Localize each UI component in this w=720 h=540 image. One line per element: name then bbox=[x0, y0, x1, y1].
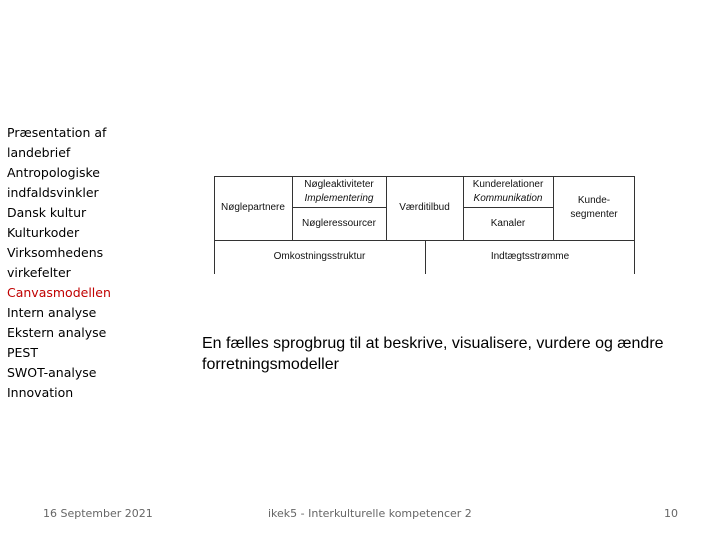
topic-item[interactable] bbox=[7, 203, 122, 223]
topic-item[interactable] bbox=[7, 323, 122, 343]
customer-segments-label: segmenter bbox=[570, 209, 618, 220]
slide-caption: En fælles sprogbrug til at beskrive, visualisere, vurdere og ændre forretningsmodeller bbox=[202, 335, 664, 373]
topic-line: Dansk kultur bbox=[7, 205, 87, 220]
page-number: 10 bbox=[664, 507, 678, 520]
topic-item[interactable] bbox=[7, 223, 122, 243]
key-activities-label: Nøgleaktiviteter bbox=[304, 179, 374, 190]
key-resources-label: Nøgleressourcer bbox=[302, 218, 376, 229]
topic-line: SWOT-analyse bbox=[7, 365, 97, 380]
footer-date: 16 September 2021 bbox=[43, 507, 153, 520]
key-partners-label: Nøglepartnere bbox=[221, 202, 285, 213]
revenue-streams-label: Indtægtsstrømme bbox=[490, 251, 570, 262]
kommunikation-label: Kommunikation bbox=[473, 193, 543, 204]
topic-item[interactable] bbox=[7, 243, 122, 283]
value-proposition-label: Værditilbud bbox=[399, 202, 450, 213]
topic-line: virkefelter bbox=[7, 265, 71, 280]
implementering-label: Implementering bbox=[304, 193, 374, 204]
topic-line: Antropologiske bbox=[7, 165, 100, 180]
topic-list bbox=[7, 123, 122, 403]
topic-line: Innovation bbox=[7, 385, 74, 400]
topic-item[interactable] bbox=[7, 303, 122, 323]
topic-line: Virksomhedens bbox=[7, 245, 104, 260]
topic-item[interactable] bbox=[7, 163, 122, 203]
footer-title: ikek5 - Interkulturelle kompetencer 2 bbox=[268, 507, 472, 520]
topic-item[interactable] bbox=[7, 383, 122, 403]
channels-label: Kanaler bbox=[490, 218, 526, 229]
topic-line: Intern analyse bbox=[7, 305, 97, 320]
topic-line: Kulturkoder bbox=[7, 225, 80, 240]
topic-line: PEST bbox=[7, 345, 39, 360]
topic-line: indfaldsvinkler bbox=[7, 185, 99, 200]
topic-item[interactable] bbox=[7, 343, 122, 363]
grid-line bbox=[292, 207, 386, 208]
topic-line: Præsentation af bbox=[7, 125, 107, 140]
topic-item[interactable] bbox=[7, 123, 122, 163]
grid-line bbox=[214, 176, 635, 177]
grid-line bbox=[553, 176, 554, 240]
topic-item[interactable] bbox=[7, 363, 122, 383]
customer-segments-label: Kunde- bbox=[577, 195, 611, 206]
cost-structure-label: Omkostningsstruktur bbox=[273, 251, 366, 262]
grid-line bbox=[463, 207, 553, 208]
customer-relations-label: Kunderelationer bbox=[472, 179, 544, 190]
topic-line: landebrief bbox=[7, 145, 71, 160]
topic-line: Ekstern analyse bbox=[7, 325, 107, 340]
business-model-canvas bbox=[214, 176, 635, 274]
topic-item-active[interactable] bbox=[7, 283, 122, 303]
topic-line: Canvasmodellen bbox=[7, 285, 111, 300]
